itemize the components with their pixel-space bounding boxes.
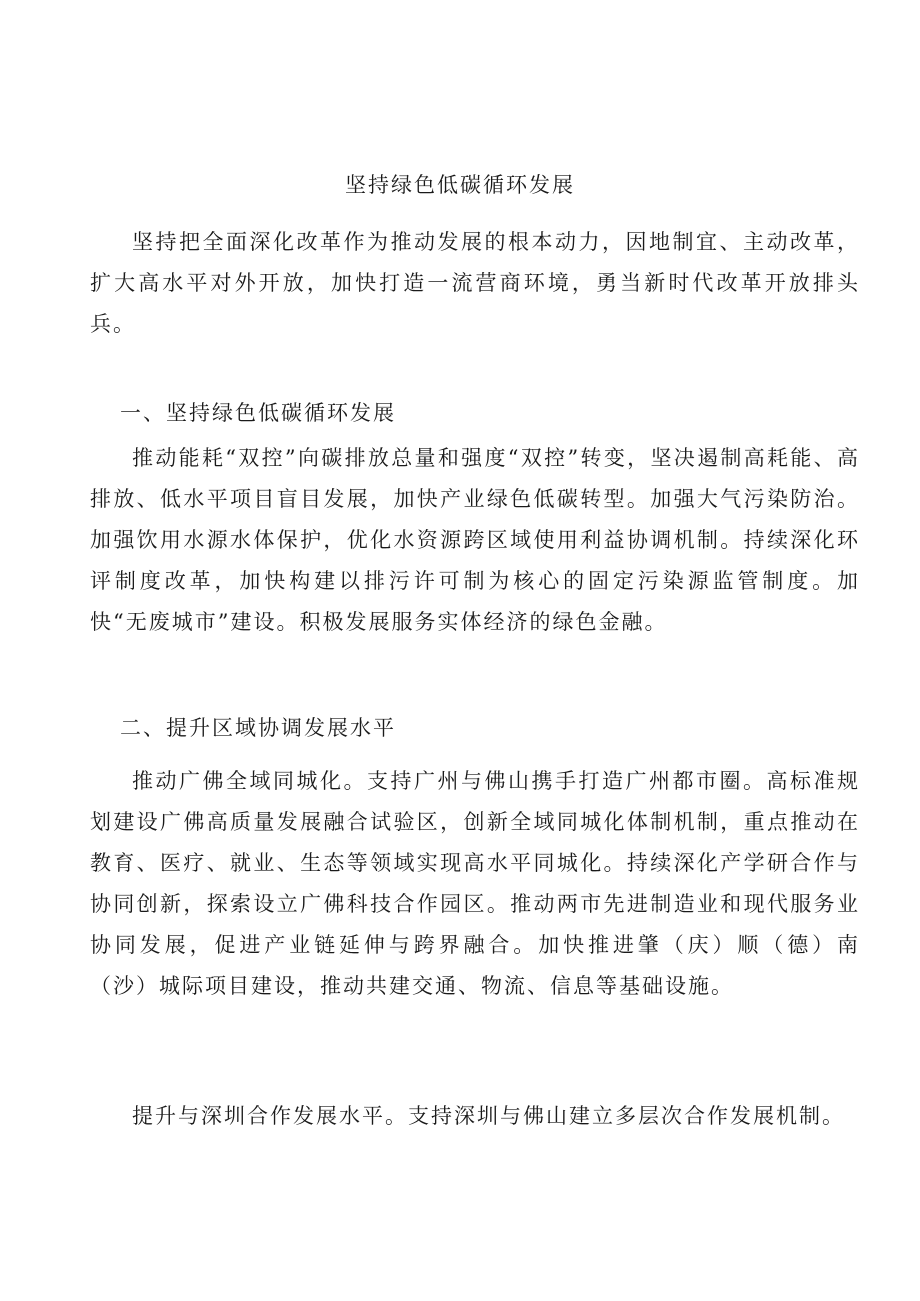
section-heading-1: 一、坚持绿色低碳循环发展 bbox=[120, 401, 396, 425]
document-title: 坚持绿色低碳循环发展 bbox=[345, 173, 575, 197]
section-body-2: 推动广佛全域同城化。支持广州与佛山携手打造广州都市圈。高标准规划建设广佛高质量发展融合试验区，创新全域同城化体制机制，重点推动在教育、医疗、就业、生态等领域实现高水平同城化。持续深化产学研合作与协同创新，探索设立广佛科技合作园区。推动两市先进制造业和现代服务业协同发展，促进产业链延伸与跨界融合。加快推进肇（庆）顺（德）南（沙）城际项目建设，推动共建交通、物流、信息等基础设施。 bbox=[90, 769, 860, 998]
section-heading-2: 二、提升区域协调发展水平 bbox=[120, 716, 396, 740]
section-body-1: 推动能耗“双控”向碳排放总量和强度“双控”转变，坚决遏制高耗能、高排放、低水平项目盲目发展，加快产业绿色低碳转型。加强大气污染防治。加强饮用水源水体保护，优化水资源跨区域使用利益协调机制。持续深化环评制度改革，加快构建以排污许可制为核心的固定污染源监管制度。加快“无废城市”建设。积极发展服务实体经济的绿色金融。 bbox=[90, 446, 860, 634]
intro-paragraph: 坚持把全面深化改革作为推动发展的根本动力，因地制宜、主动改革，扩大高水平对外开放，加快打造一流营商环境，勇当新时代改革开放排头兵。 bbox=[90, 230, 860, 336]
section-body-2-extra: 提升与深圳合作发展水平。支持深圳与佛山建立多层次合作发展机制。 bbox=[132, 1104, 845, 1128]
